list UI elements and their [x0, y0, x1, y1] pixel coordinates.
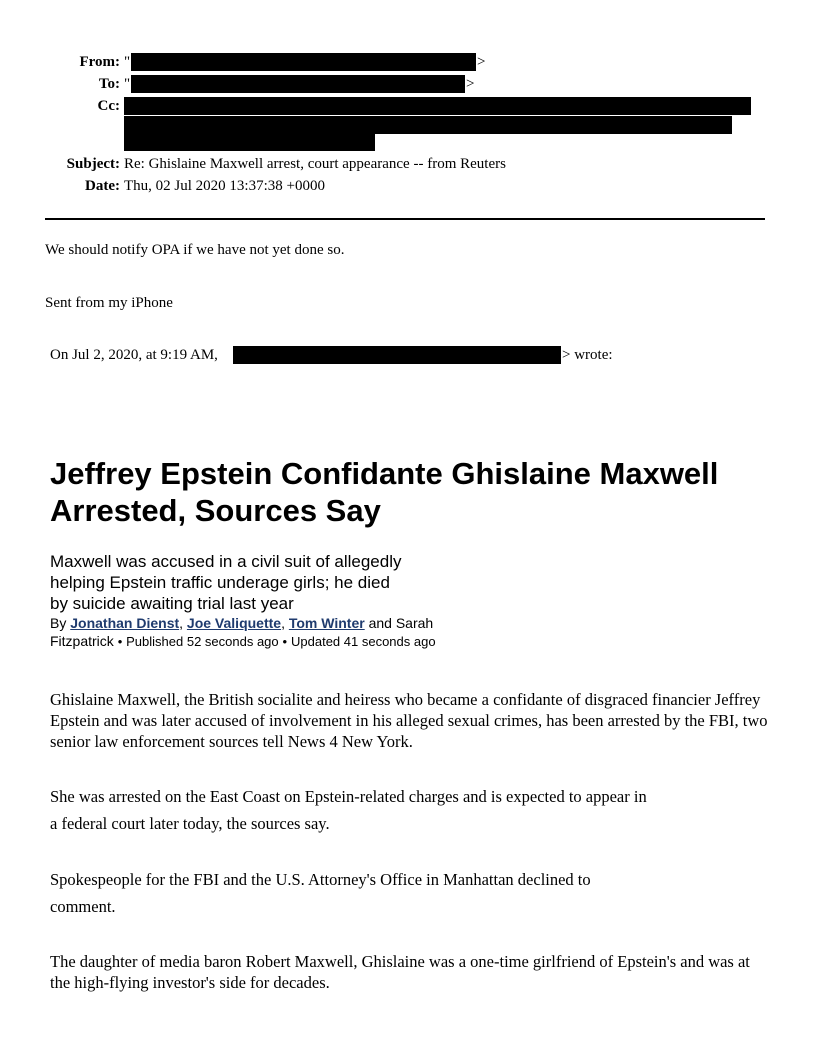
- article-headline: Jeffrey Epstein Confidante Ghislaine Maxwell Arrested, Sources Say: [50, 456, 719, 528]
- reply-signature: Sent from my iPhone: [45, 295, 173, 311]
- byline-author-fitzpatrick: Fitzpatrick: [50, 633, 114, 649]
- to-suffix: >: [466, 76, 475, 92]
- bullet-separator: •: [282, 634, 288, 649]
- article-paragraph: She was arrested on the East Coast on Epstein-related charges and is expected to appear in a federal court later today, the sources say.: [50, 787, 647, 833]
- redaction-cc-3: [124, 134, 375, 151]
- reply-message: We should notify OPA if we have not yet done so.: [45, 242, 345, 258]
- redaction-cc-1: [124, 97, 751, 115]
- subject-label: Subject:: [66, 156, 120, 172]
- author-link-jonathan-dienst[interactable]: Jonathan Dienst: [70, 615, 180, 631]
- byline-separator: ,: [281, 615, 285, 631]
- byline-by: By: [50, 615, 67, 631]
- to-prefix: ": [124, 76, 131, 92]
- dek-line: by suicide awaiting trial last year: [50, 594, 294, 613]
- bullet-separator: •: [117, 634, 123, 649]
- dek-line: Maxwell was accused in a civil suit of allegedly: [50, 552, 402, 571]
- subject-value: Re: Ghislaine Maxwell arrest, court appearance -- from Reuters: [124, 156, 506, 172]
- header-divider: [45, 218, 765, 220]
- author-link-tom-winter[interactable]: Tom Winter: [288, 615, 365, 631]
- article-paragraph: The daughter of media baron Robert Maxwell, Ghislaine was a one-time girlfriend of Epstein's and was at the high-flying investor's side for decades.: [50, 952, 750, 992]
- to-label: To:: [98, 76, 120, 92]
- byline-separator: ,: [179, 615, 184, 631]
- date-label: Date:: [85, 178, 120, 194]
- from-prefix: ": [124, 54, 131, 70]
- updated-time: Updated 41 seconds ago: [291, 634, 436, 649]
- quote-wrote: > wrote:: [562, 347, 613, 363]
- quote-intro: On Jul 2, 2020, at 9:19 AM,: [50, 347, 218, 363]
- byline: [50, 614, 520, 651]
- article-paragraph: Ghislaine Maxwell, the British socialite and heiress who became a confidante of disgraced financier Jeffrey Epstein and was later accused of involvement in his alleged sexual crimes, has been arrested by the FBI, two senior law enforcement sources tell News 4 New York.: [50, 690, 768, 751]
- redaction-to: [131, 75, 465, 93]
- author-link-joe-valiquette[interactable]: Joe Valiquette: [186, 615, 282, 631]
- redaction-sender: [233, 346, 561, 364]
- redaction-from: [131, 53, 476, 71]
- from-label: From:: [79, 54, 120, 70]
- cc-label: Cc:: [97, 98, 120, 114]
- dek-line: helping Epstein traffic underage girls; he died: [50, 573, 390, 592]
- article-dek: [50, 551, 450, 614]
- from-suffix: >: [477, 54, 486, 70]
- redaction-cc-2: [124, 116, 732, 134]
- date-value: Thu, 02 Jul 2020 13:37:38 +0000: [124, 178, 325, 194]
- published-time: Published 52 seconds ago: [126, 634, 279, 649]
- byline-and: and Sarah: [368, 615, 434, 631]
- article-paragraph: Spokespeople for the FBI and the U.S. Attorney's Office in Manhattan declined to comment.: [50, 870, 591, 916]
